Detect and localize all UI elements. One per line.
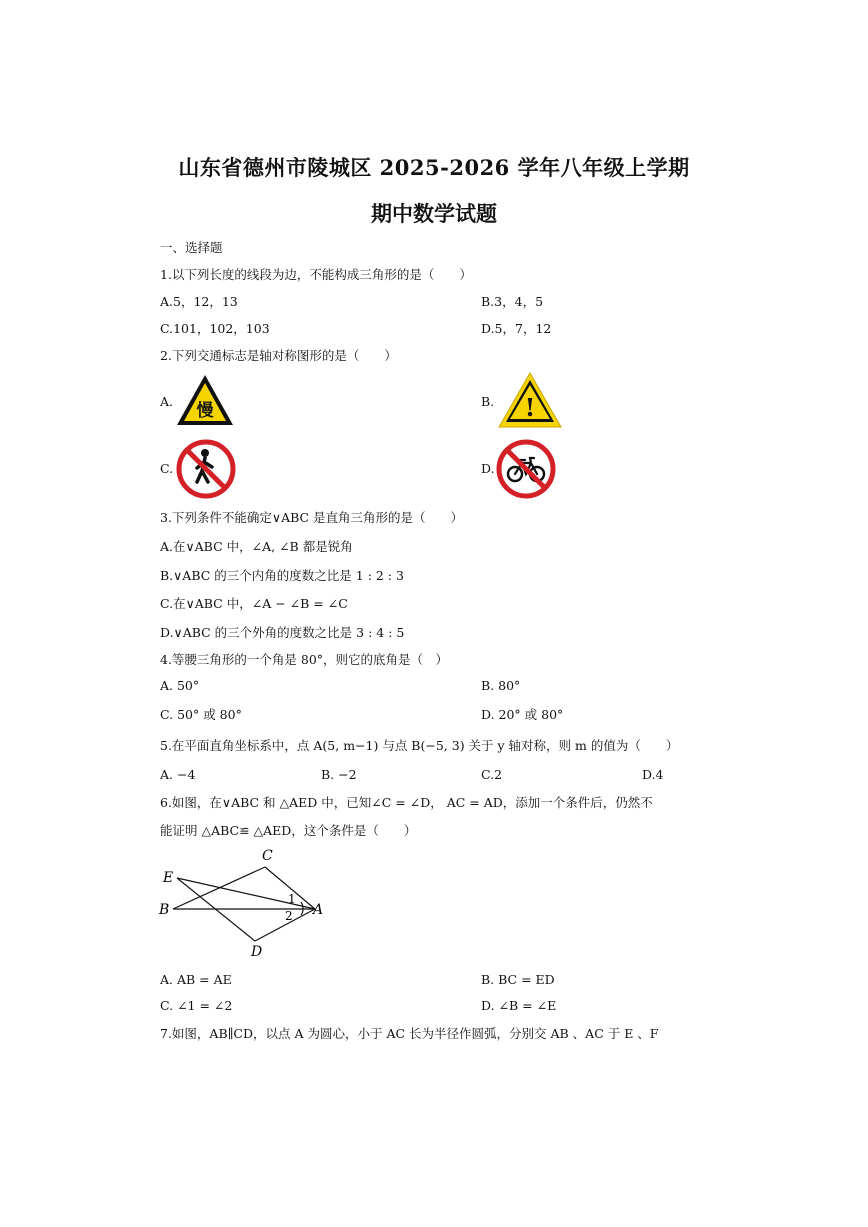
q3-option-a: A.在∨ABC 中，∠A, ∠B 都是锐角 [160, 539, 353, 554]
q3-stem: 3.下列条件不能确定∨ABC 是直角三角形的是（ ） [160, 510, 464, 525]
triangle-figure [155, 845, 335, 960]
q1-option-d: D.5，7，12 [481, 321, 552, 336]
q1-option-a: A.5，12，13 [160, 294, 238, 309]
q5-option-b: B. −2 [321, 767, 357, 782]
exclamation-sign-char: ! [524, 393, 536, 422]
q5-option-d: D.4 [642, 767, 664, 782]
figure-label-e: E [163, 870, 174, 886]
q4-option-a: A. 50° [160, 678, 200, 693]
q3-option-b: B.∨ABC 的三个内角的度数之比是 1 : 2 : 3 [160, 568, 404, 583]
q4-stem: 4.等腰三角形的一个角是 80°，则它的底角是（ ） [160, 652, 449, 667]
q4-option-c: C. 50° 或 80° [160, 707, 242, 722]
q6-option-b: B. BC = ED [481, 972, 555, 987]
no-bicycles-sign-icon [495, 438, 557, 500]
q4-option-d: D. 20° 或 80° [481, 707, 564, 722]
q6-option-a: A. AB = AE [160, 972, 232, 987]
slow-sign-char: 慢 [196, 401, 214, 421]
q3-option-d: D.∨ABC 的三个外角的度数之比是 3 : 4 : 5 [160, 625, 405, 640]
figure-label-d: D [251, 944, 263, 960]
q5-stem: 5.在平面直角坐标系中，点 A(5, m−1) 与点 B(−5, 3) 关于 y 轴对称，则 m 的值为（ ） [160, 738, 679, 753]
q1-option-b: B.3，4，5 [481, 294, 544, 309]
q2-option-b: B. [481, 394, 495, 409]
q2-option-c: C. [160, 461, 174, 476]
q7-stem: 7.如图，AB∥CD，以点 A 为圆心，小于 AC 长为半径作圆弧，分别交 AB 、AC 于 E 、F [160, 1026, 659, 1041]
figure-label-angle1: 1 [288, 892, 296, 906]
q2-stem: 2.下列交通标志是轴对称图形的是（ ） [160, 348, 397, 363]
q2-option-a: A. [160, 394, 174, 409]
slow-warning-sign-icon [174, 372, 236, 428]
exam-title: 山东省德州市陵城区 2025-2026 学年八年级上学期 [178, 155, 690, 180]
no-pedestrians-sign-icon [175, 438, 237, 500]
figure-label-angle2: 2 [285, 909, 293, 923]
exclamation-warning-sign-icon [497, 371, 563, 430]
exam-subtitle: 期中数学试题 [371, 201, 497, 226]
q1-stem: 1.以下列长度的线段为边，不能构成三角形的是（ ） [160, 267, 472, 282]
q6-stem-line2: 能证明 △ABC≌ △AED，这个条件是（ ） [160, 823, 417, 838]
q2-option-d: D. [481, 461, 495, 476]
q3-option-c: C.在∨ABC 中，∠A − ∠B = ∠C [160, 596, 348, 611]
q6-option-c: C. ∠1 = ∠2 [160, 998, 233, 1013]
figure-label-b: B [159, 902, 170, 918]
section-heading: 一、选择题 [160, 240, 223, 255]
q4-option-b: B. 80° [481, 678, 521, 693]
q5-option-a: A. −4 [160, 767, 196, 782]
figure-label-c: C [262, 848, 273, 864]
figure-label-a: A [313, 902, 324, 918]
q6-stem-line1: 6.如图，在∨ABC 和 △AED 中，已知∠C = ∠D， AC = AD，添加一个条件后，仍然不 [160, 795, 653, 810]
q5-option-c: C.2 [481, 767, 503, 782]
q1-option-c: C.101，102，103 [160, 321, 270, 336]
q6-option-d: D. ∠B = ∠E [481, 998, 557, 1013]
